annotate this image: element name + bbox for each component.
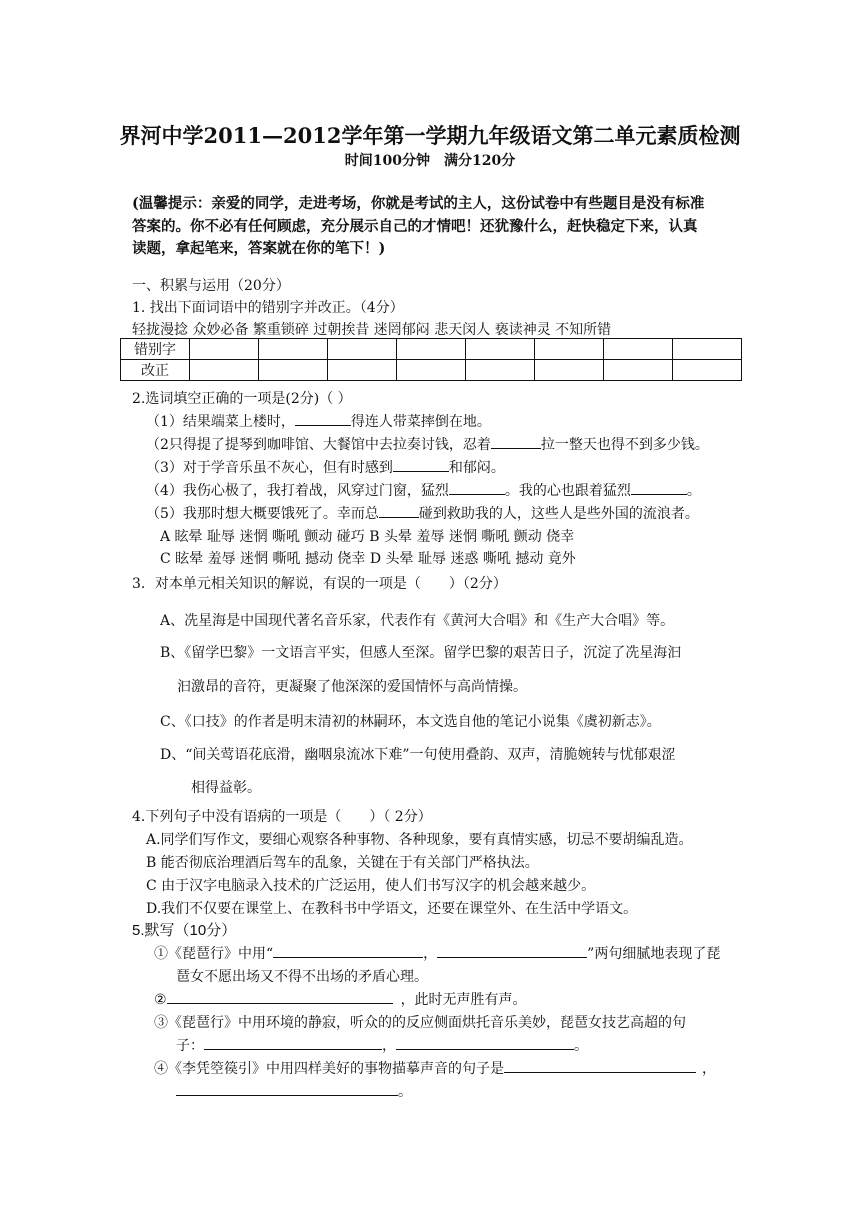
blank[interactable]	[393, 457, 449, 472]
q3-option-d-cont: 相得益彰。	[191, 780, 261, 796]
blank[interactable]	[176, 1081, 398, 1096]
blank[interactable]	[437, 943, 587, 958]
text: 。	[398, 1084, 412, 1100]
q5-item-3-cont	[176, 1035, 588, 1055]
blank[interactable]	[396, 1035, 574, 1050]
answer-cell[interactable]	[673, 339, 742, 360]
answer-cell[interactable]	[535, 339, 604, 360]
blank[interactable]	[449, 480, 505, 495]
answer-cell[interactable]	[259, 360, 328, 381]
q3-option-a: A、冼星海是中国现代著名音乐家，代表作有《黄河大合唱》和《生产大合唱》等。	[160, 613, 675, 629]
section-heading: 一、积累与运用（20分）	[132, 278, 290, 294]
blank[interactable]	[167, 989, 393, 1004]
answer-cell[interactable]	[604, 339, 673, 360]
blank[interactable]	[273, 943, 423, 958]
text: 。我的心也跟着猛烈	[504, 483, 631, 499]
table-row	[121, 339, 742, 360]
text: ④《李凭箜篌引》中用四样美好的事物描摹声音的句子是	[154, 1061, 504, 1077]
text: ①《琵琶行》中用“	[154, 946, 274, 962]
q1-stem: 1. 找出下面词语中的错别字并改正。（4分）	[132, 300, 404, 316]
text: 。	[686, 483, 701, 499]
text: 子：	[176, 1038, 204, 1054]
q3-option-c: C、《口技》的作者是明末清初的林嗣环，本文选自他的笔记小说集《虞初新志》。	[160, 714, 661, 730]
text: 。	[574, 1038, 588, 1054]
answer-cell[interactable]	[466, 339, 535, 360]
table-row	[121, 360, 742, 381]
page-subtitle: 时间100分钟 满分120分	[344, 153, 516, 169]
blank[interactable]	[204, 1035, 382, 1050]
text: ”两句细腻地表现了琵	[587, 946, 721, 962]
table-label-correct: 改正	[121, 360, 190, 381]
text: ，	[702, 1061, 716, 1077]
page-title: 界河中学2011—2012学年第一学期九年级语文第二单元素质检测	[119, 123, 741, 148]
blank[interactable]	[631, 480, 687, 495]
text: （2只得提了提琴到咖啡馆、大餐馆中去拉奏讨钱，忍着	[146, 437, 491, 453]
q5-item-1	[154, 943, 720, 963]
answer-cell[interactable]	[397, 360, 466, 381]
text: （4）我伤心极了，我打着战，风穿过门窗，猛烈	[146, 483, 449, 499]
text: ，	[382, 1038, 396, 1054]
q5-item-1-cont: 琶女不愿出场又不得不出场的矛盾心理。	[176, 969, 428, 985]
text: 得连人带菜摔倒在地。	[350, 414, 491, 430]
q4-option-a: A.同学们写作文，要细心观察各种事物、各种现象，要有真情实感，切忌不要胡编乱造。	[146, 832, 693, 848]
q4-option-b: B 能否彻底治理酒后驾车的乱象，关键在于有关部门严格执法。	[146, 855, 539, 871]
q5-item-3: ③《琵琶行》中用环境的静寂，听众的的反应侧面烘托音乐美妙，琵琶女技艺高超的句	[154, 1015, 686, 1031]
answer-cell[interactable]	[604, 360, 673, 381]
answer-cell[interactable]	[397, 339, 466, 360]
q3-stem: 3．对本单元相关知识的解说，有误的一项是（ ）（2分）	[132, 576, 507, 592]
answer-cell[interactable]	[673, 360, 742, 381]
answer-cell[interactable]	[535, 360, 604, 381]
q2-sentence-5	[146, 503, 699, 523]
q2-sentence-3	[146, 457, 505, 477]
q4-stem: 4.下列句子中没有语病的一项是（ ）（ 2分）	[132, 809, 432, 825]
text: ②	[154, 992, 167, 1008]
q2-options-cd: C 眩晕 羞辱 迷惘 嘶吼 撼动 侥幸 D 头晕 耻辱 迷惑 嘶吼 撼动 竟外	[160, 551, 576, 567]
blank[interactable]	[379, 503, 419, 518]
q2-sentence-4	[146, 480, 701, 500]
q3-option-b-cont: 汩激昂的音符，更凝聚了他深深的爱国情怀与高尚情操。	[177, 679, 527, 695]
text: （5）我那时想大概要饿死了。幸而总	[146, 506, 379, 522]
answer-cell[interactable]	[328, 339, 397, 360]
q2-sentence-2	[146, 434, 709, 454]
correction-table	[120, 338, 742, 381]
answer-cell[interactable]	[259, 339, 328, 360]
q1-words: 轻拢漫捻 众妙必备 繁重锁碎 过朝挨昔 迷罔郁闷 悲天闵人 亵读神灵 不知所错	[132, 322, 612, 338]
q4-option-c: C 由于汉字电脑录入技术的广泛运用，使人们书写汉字的机会越来越少。	[146, 878, 596, 894]
tip-line-2: 答案的。你不必有任何顾虑，充分展示自己的才情吧！还犹豫什么，赶快稳定下来，认真	[132, 218, 698, 235]
q2-stem: 2.选词填空正确的一项是(2分)（ ）	[132, 391, 352, 407]
answer-cell[interactable]	[190, 360, 259, 381]
answer-cell[interactable]	[190, 339, 259, 360]
q2-sentence-1	[146, 411, 491, 431]
tip-line-3: 读题，拿起笔来，答案就在你的笔下！)	[132, 240, 386, 257]
blank[interactable]	[295, 411, 351, 426]
q3-option-d: D、“间关莺语花底滑，幽咽泉流冰下难”一句使用叠韵、双声，清脆婉转与忧郁艰涩	[160, 747, 676, 763]
text: （1）结果端菜上楼时，	[146, 414, 295, 430]
q3-option-b: B、《留学巴黎》一文语言平实，但感人至深。留学巴黎的艰苦日子，沉淀了冼星海汩	[160, 645, 682, 661]
q5-item-4-cont	[176, 1081, 412, 1101]
text: ，	[423, 946, 438, 962]
text: 和郁闷。	[448, 460, 505, 476]
q5-item-4	[154, 1058, 716, 1078]
text: ，此时无声胜有声。	[400, 992, 527, 1008]
text: （3）对于学音乐虽不灰心，但有时感到	[146, 460, 393, 476]
text: 碰到救助我的人，这些人是些外国的流浪者。	[418, 506, 699, 522]
q5-stem: 5.默写（10分）	[132, 922, 237, 939]
q5-item-2	[154, 989, 527, 1009]
text: 拉一整天也得不到多少钱。	[540, 437, 709, 453]
blank[interactable]	[491, 434, 541, 449]
answer-cell[interactable]	[466, 360, 535, 381]
tip-line-1: (温馨提示：亲爱的同学，走进考场，你就是考试的主人，这份试卷中有些题目是没有标准	[132, 195, 705, 212]
q2-options-ab: A 眩晕 耻辱 迷惘 嘶吼 颤动 碰巧 B 头晕 羞辱 迷惘 嘶吼 颤动 侥幸	[160, 529, 575, 545]
table-label-wrong: 错别字	[121, 339, 190, 360]
blank[interactable]	[504, 1058, 696, 1073]
q4-option-d: D.我们不仅要在课堂上、在教科书中学语文，还要在课堂外、在生活中学语文。	[146, 901, 638, 917]
answer-cell[interactable]	[328, 360, 397, 381]
